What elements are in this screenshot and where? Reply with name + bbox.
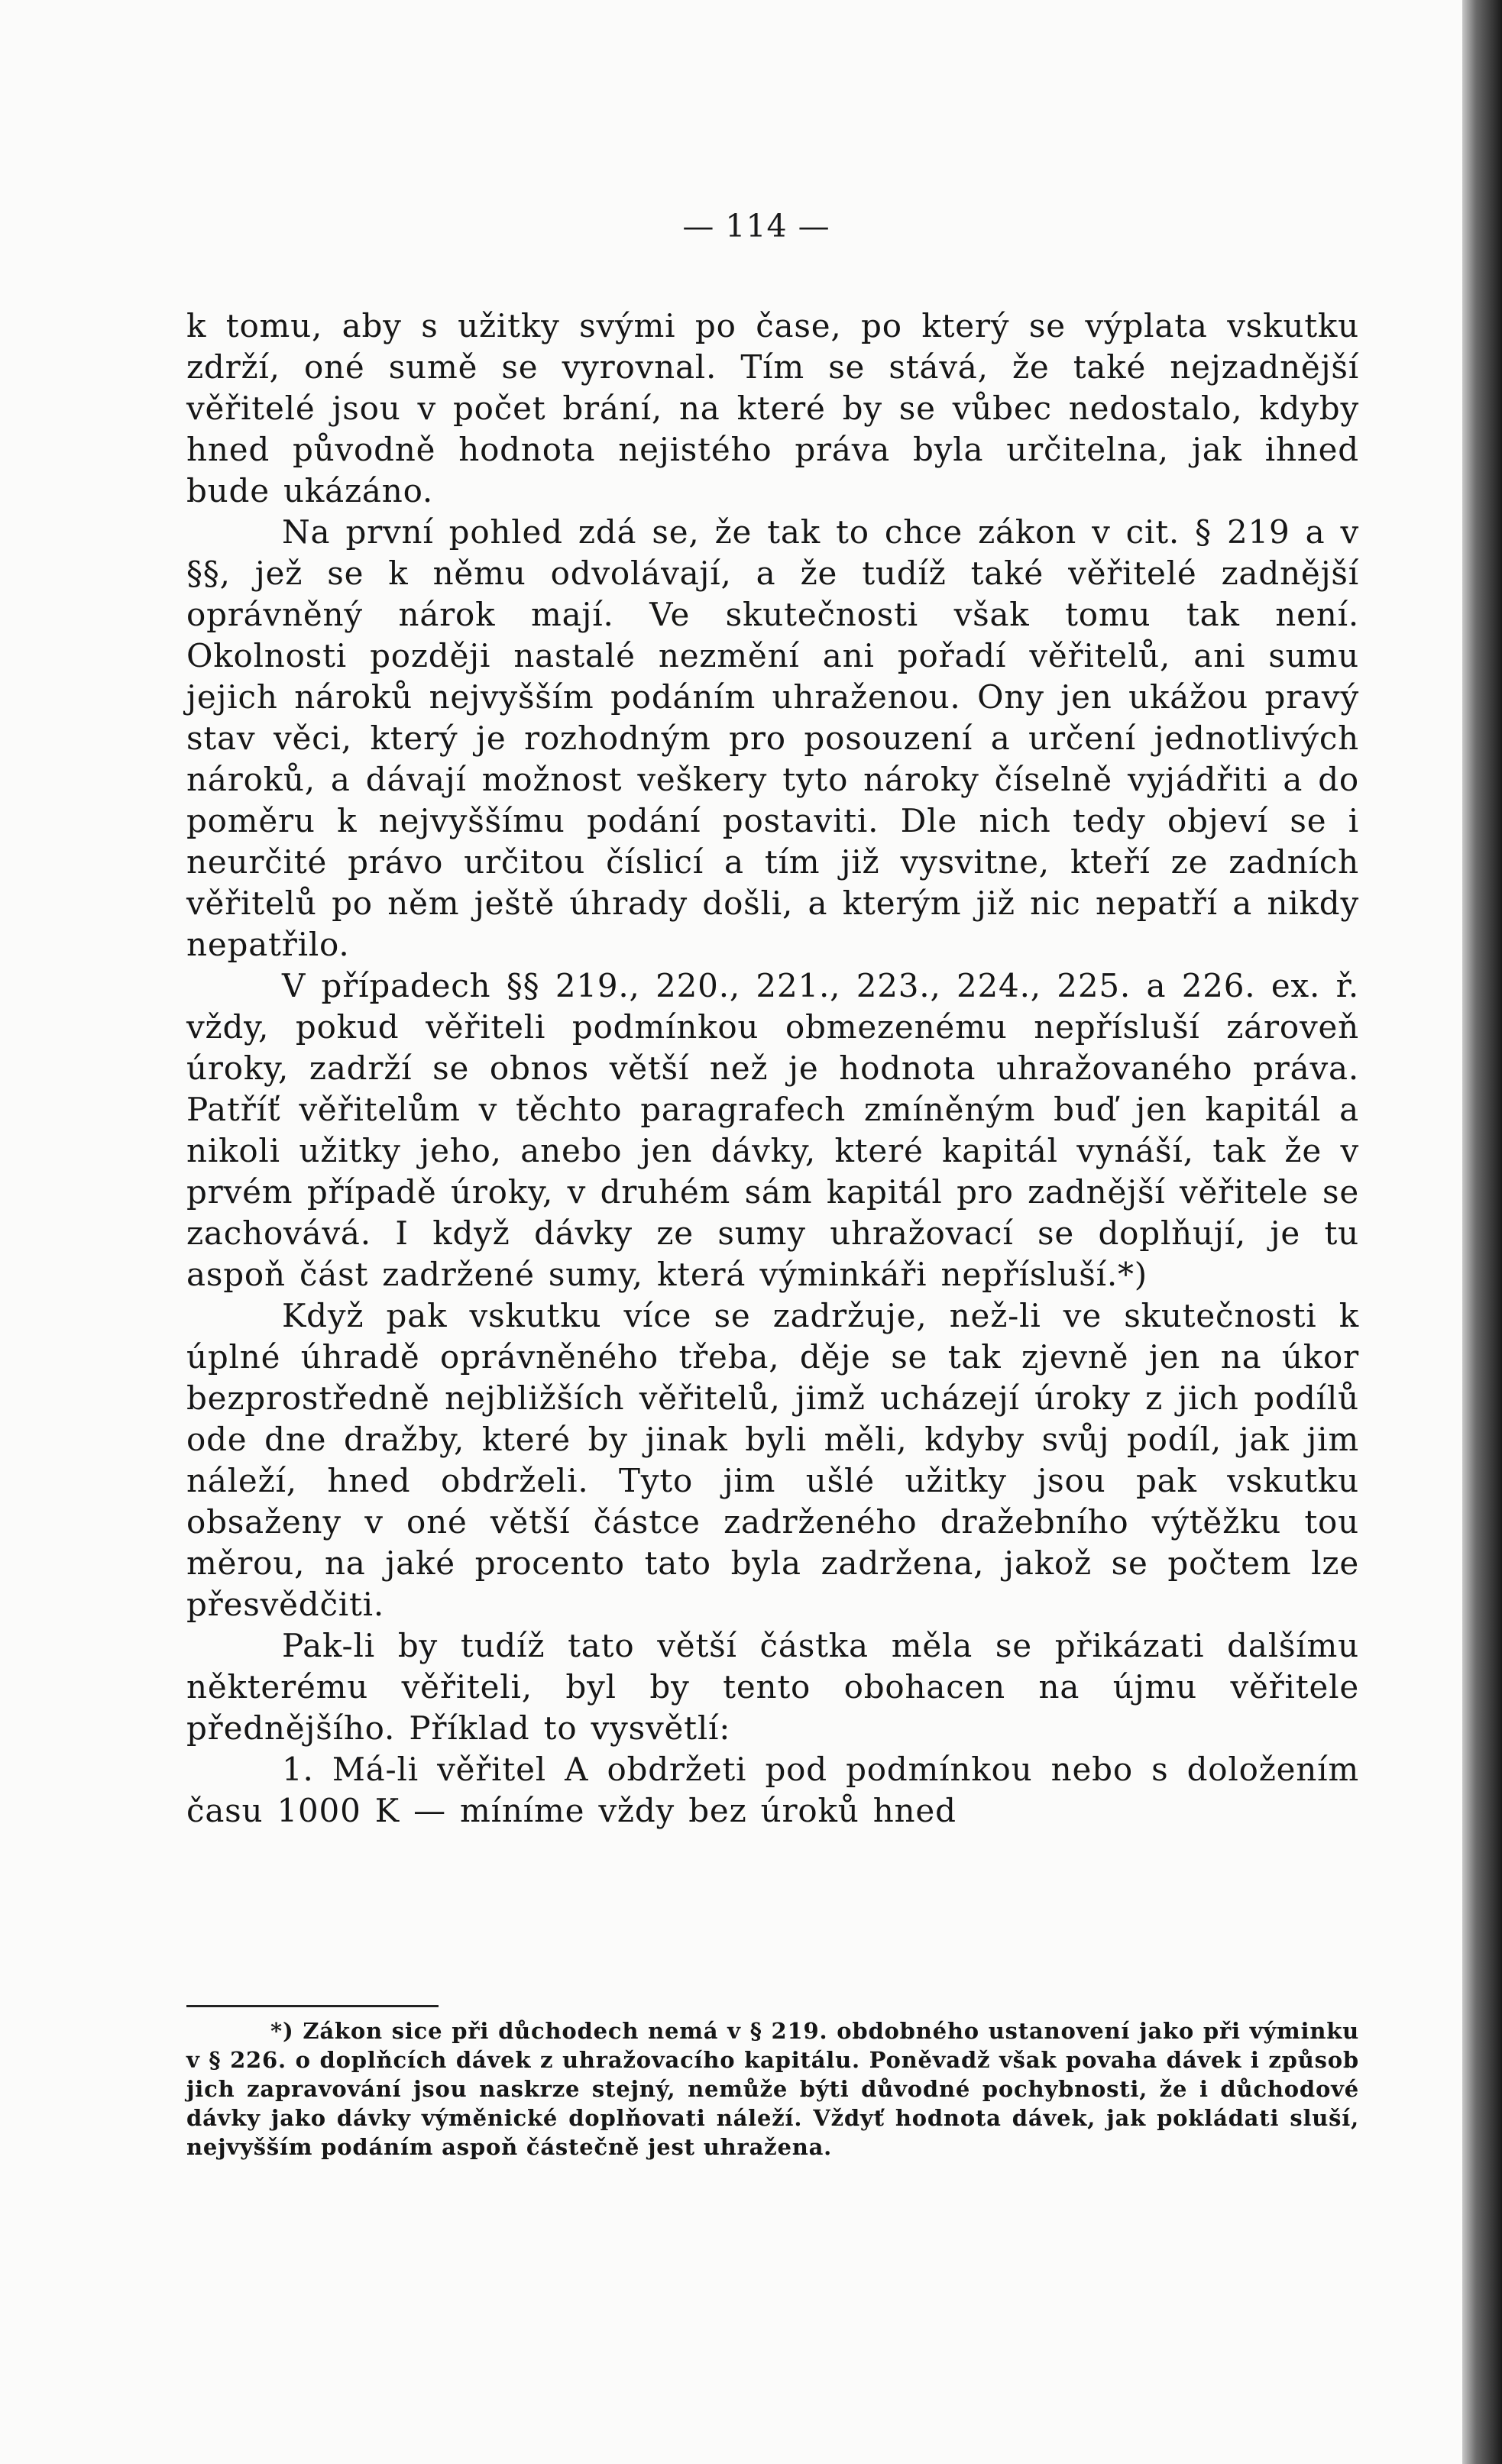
page-number: — 114 — — [682, 208, 830, 244]
paragraph-2: Na první pohled zdá se, že tak to chce zákon v cit. § 219 a v §§, jež se k němu odvolávají, a že tudíž také věřitelé zadnější oprávněný nárok mají. Ve skutečnosti však tomu tak není. Okolnosti později nastalé nezmění ani pořadí věřitelů, ani sumu jejich nároků nejvyšším podáním uhraženou. Ony jen ukážou pravý stav věci, který je rozhodným pro posouzení a určení jednotlivých nároků, a dávají možnost veškery tyto nároky číselně vyjádřiti a do poměru k nejvyššímu podání postaviti. Dle nich tedy objeví se i neurčité právo určitou číslicí a tím již vysvitne, kteří ze zadních věřitelů po něm ještě úhrady došli, a kterým již nic nepatří a nikdy nepatřilo. — [186, 513, 1359, 963]
paragraph-5: Pak-li by tudíž tato větší částka měla se přikázati dalšímu některému věřiteli, byl by tento obohacen na újmu věřitele přednějšího. Příklad to vysvětlí: — [186, 1627, 1359, 1747]
footnote-divider — [186, 2005, 439, 2007]
paragraph-4: Když pak vskutku více se zadržuje, než-li ve skutečnosti k úplné úhradě oprávněného třeba, děje se tak zjevně jen na úkor bezprostředně nejbližších věřitelů, jimž ucházejí úroky z jich podílů ode dne dražby, které by jinak byli měli, kdyby svůj podíl, jak jim náleží, hned obdrželi. Tyto jim ušlé užitky jsou pak vskutku obsaženy v oné větší částce zadrženého dražebního výtěžku tou měrou, na jaké procento tato byla zadržena, jakož se počtem lze přesvědčiti. — [186, 1297, 1359, 1623]
paragraph-1: k tomu, aby s užitky svými po čase, po který se výplata vskutku zdrží, oné sumě se vyrovnal. Tím se stává, že také nejzadnější věřitelé jsou v počet brání, na které by se vůbec nedostalo, kdyby hned původně hodnota nejistého práva byla určitelna, jak ihned bude ukázáno. — [186, 307, 1359, 509]
footnote — [186, 2016, 1359, 2162]
paragraph-3: V případech §§ 219., 220., 221., 223., 224., 225. a 226. ex. ř. vždy, pokud věřiteli podmínkou obmezenému nepřísluší zároveň úroky, zadrží se obnos větší než je hodnota uhražovaného práva. Patříť věřitelům v těchto paragrafech zmíněným buď jen kapitál a nikoli užitky jeho, anebo jen dávky, které kapitál vynáší, tak že v prvém případě úroky, v druhém sám kapitál pro zadnější věřitele se zachovává. I když dávky ze sumy uhražovací se doplňují, je tu aspoň část zadržené sumy, která výminkáři nepřísluší.*) — [186, 967, 1359, 1293]
scan-page-edge — [1462, 0, 1502, 2464]
paragraph-6: 1. Má-li věřitel A obdržeti pod podmínkou nebo s doložením času 1000 K — míníme vždy bez úroků hned — [186, 1751, 1359, 1829]
footnote-text: *) Zákon sice při důchodech nemá v § 219. obdobného ustanovení jako při výminku v § 226. o doplňcích dávek z uhražovacího kapitálu. Poněvadž však povaha dávek i způsob jich zapravování jsou naskrze stejný, nemůže býti důvodné pochybnosti, že i důchodové dávky jako dávky výměnické doplňovati náleží. Vždyť hodnota dávek, jak pokládati sluší, nejvyšším podáním aspoň částečně jest uhražena. — [186, 2018, 1359, 2160]
main-text — [186, 306, 1359, 1832]
